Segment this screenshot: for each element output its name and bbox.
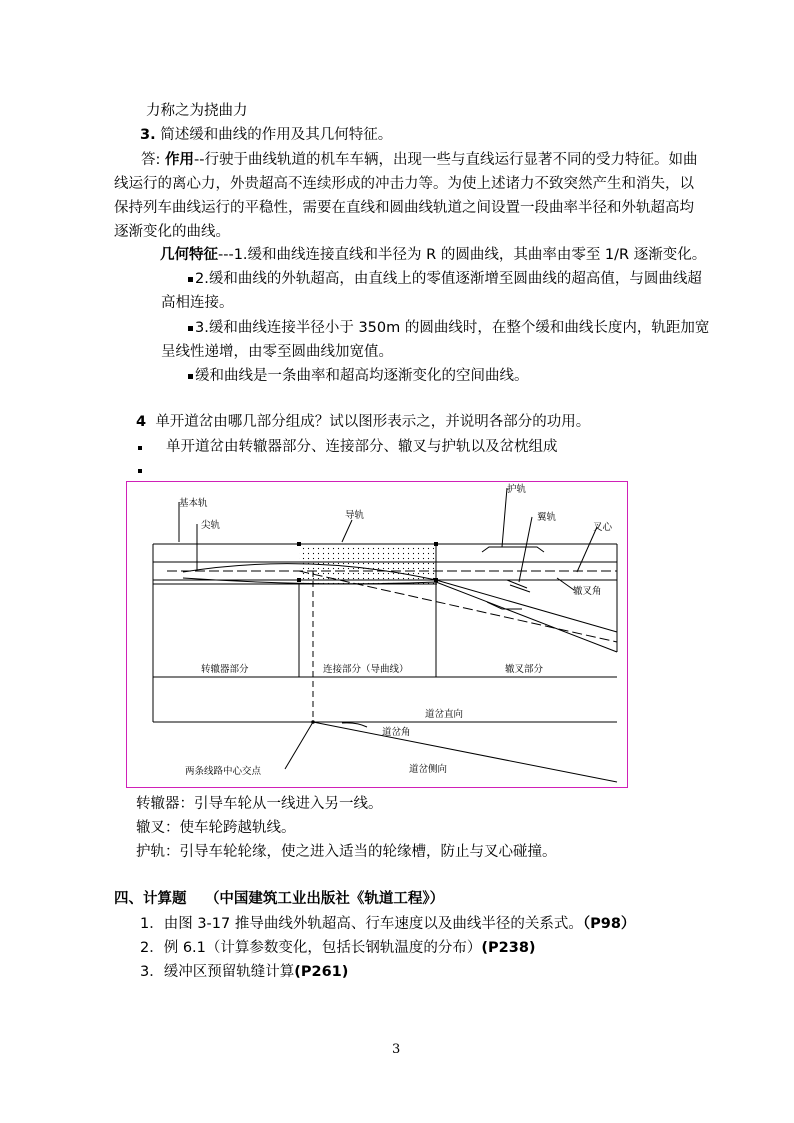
q4-answer: 单开道岔由转辙器部分、连接部分、辙叉与护轨以及岔枕组成 — [166, 439, 558, 455]
bullet-icon — [188, 326, 193, 331]
q3-heading — [140, 125, 392, 145]
turnout-diagram — [126, 481, 628, 788]
label-guard-rail: 护轨 — [507, 484, 527, 495]
section4-source: （中国建筑工业出版社《轨道工程》） — [204, 891, 445, 907]
item3-text: 3．缓冲区预留轨缝计算 — [140, 964, 295, 980]
geo-line-2b: 高相连接。 — [161, 295, 234, 311]
section4-item-3 — [140, 962, 348, 982]
label-frog-point: 叉心 — [593, 522, 613, 533]
geo-text-2a: 2.缓和曲线的外轨超高，由直线上的零值逐渐增至圆曲线的超高值，与圆曲线超 — [195, 271, 702, 287]
label-switch-part: 转辙器部分 — [201, 664, 249, 675]
bullet-icon — [188, 277, 193, 282]
label-wing-rail: 翼轨 — [537, 512, 557, 523]
bullet-icon — [188, 374, 193, 379]
label-center-point: 两条线路中心交点 — [185, 766, 262, 777]
q3-role-line-3: 保持列车曲线运行的平稳性，需要在直线和圆曲线轨道之间设置一段曲率半径和外轨超高均 — [114, 200, 694, 216]
turnout-drawing — [127, 482, 627, 787]
q4-question: 单开道岔由哪几部分组成？试以图形表示之，并说明各部分的功用。 — [155, 414, 591, 430]
geo-text-4: 缓和曲线是一条曲率和超高均逐渐变化的空间曲线。 — [195, 368, 529, 384]
q3-role-line-2: 线运行的离心力，外贵超高不连续形成的冲击力等。为使上述诸力不致突然产生和消失，以 — [114, 176, 694, 192]
def-switch: 转辙器：引导车轮从一线进入另一线。 — [136, 796, 383, 812]
item3-ref: (P261) — [294, 964, 349, 980]
bullet-icon — [138, 469, 142, 473]
geo-line-3a — [188, 318, 709, 338]
def-frog: 辙叉：使车轮跨越轨线。 — [136, 820, 296, 836]
geo-text-3a: 3.缓和曲线连接半径小于 350m 的圆曲线时，在整个缓和曲线长度内，轨距加宽 — [195, 320, 710, 336]
page-number: 3 — [392, 1042, 401, 1057]
item1-ref: （P98） — [582, 916, 636, 932]
q4-heading — [136, 412, 590, 432]
label-diverge: 道岔侧向 — [409, 764, 448, 775]
answer-prefix: 答: — [141, 152, 165, 168]
geo-text-1: ---1.缓和曲线连接直线和半径为 R 的圆曲线，其曲率由零至 1/R 逐渐变化。 — [218, 247, 707, 263]
section4-title: 四、计算题 — [114, 891, 187, 907]
q3-role-line-4: 逐渐变化的曲线。 — [114, 224, 230, 240]
section4-heading — [114, 889, 444, 909]
geo-term: 几何特征 — [160, 247, 218, 263]
label-connect-part: 连接部分（导曲线） — [323, 664, 409, 675]
section4-item-1 — [140, 914, 635, 934]
geo-line-1 — [160, 245, 706, 265]
label-frog-part: 辙叉部分 — [505, 664, 544, 675]
geo-line-2a — [188, 269, 702, 289]
item2-text: 2．例 6.1（计算参数变化，包括长钢轨温度的分布） — [140, 940, 482, 956]
label-frog-angle: 辙叉角 — [573, 586, 602, 597]
item2-ref: (P238) — [481, 940, 536, 956]
def-guard: 护轨：引导车轮轮缘，使之进入适当的轮缘槽，防止与叉心碰撞。 — [136, 844, 557, 860]
item1-text: 1．由图 3-17 推导曲线外轨超高、行车速度以及曲线半径的关系式。 — [140, 916, 583, 932]
label-lead-rail: 导轨 — [345, 510, 365, 521]
geo-line-3b: 呈线性递增，由零至圆曲线加宽值。 — [161, 344, 393, 360]
section4-item-2 — [140, 938, 536, 958]
geo-line-4 — [188, 366, 529, 386]
role-text-1: --行驶于曲线轨道的机车车辆，出现一些与直线运行显著不同的受力特征。如曲 — [194, 152, 698, 168]
bullet-icon — [138, 446, 142, 450]
q3-role-line-1 — [141, 150, 697, 170]
label-switch-rail: 尖轨 — [201, 520, 221, 531]
role-term: 作用 — [165, 152, 194, 168]
q3-number: 3. — [140, 127, 156, 143]
q3-question: 简述缓和曲线的作用及其几何特征。 — [160, 127, 393, 143]
q4-number: 4 — [136, 414, 147, 430]
label-straight: 道岔直向 — [425, 709, 464, 720]
label-basic-rail: 基本轨 — [179, 498, 208, 509]
q3-tail-line: 力称之为挠曲力 — [146, 103, 248, 119]
label-turnout-angle: 道岔角 — [382, 727, 411, 738]
